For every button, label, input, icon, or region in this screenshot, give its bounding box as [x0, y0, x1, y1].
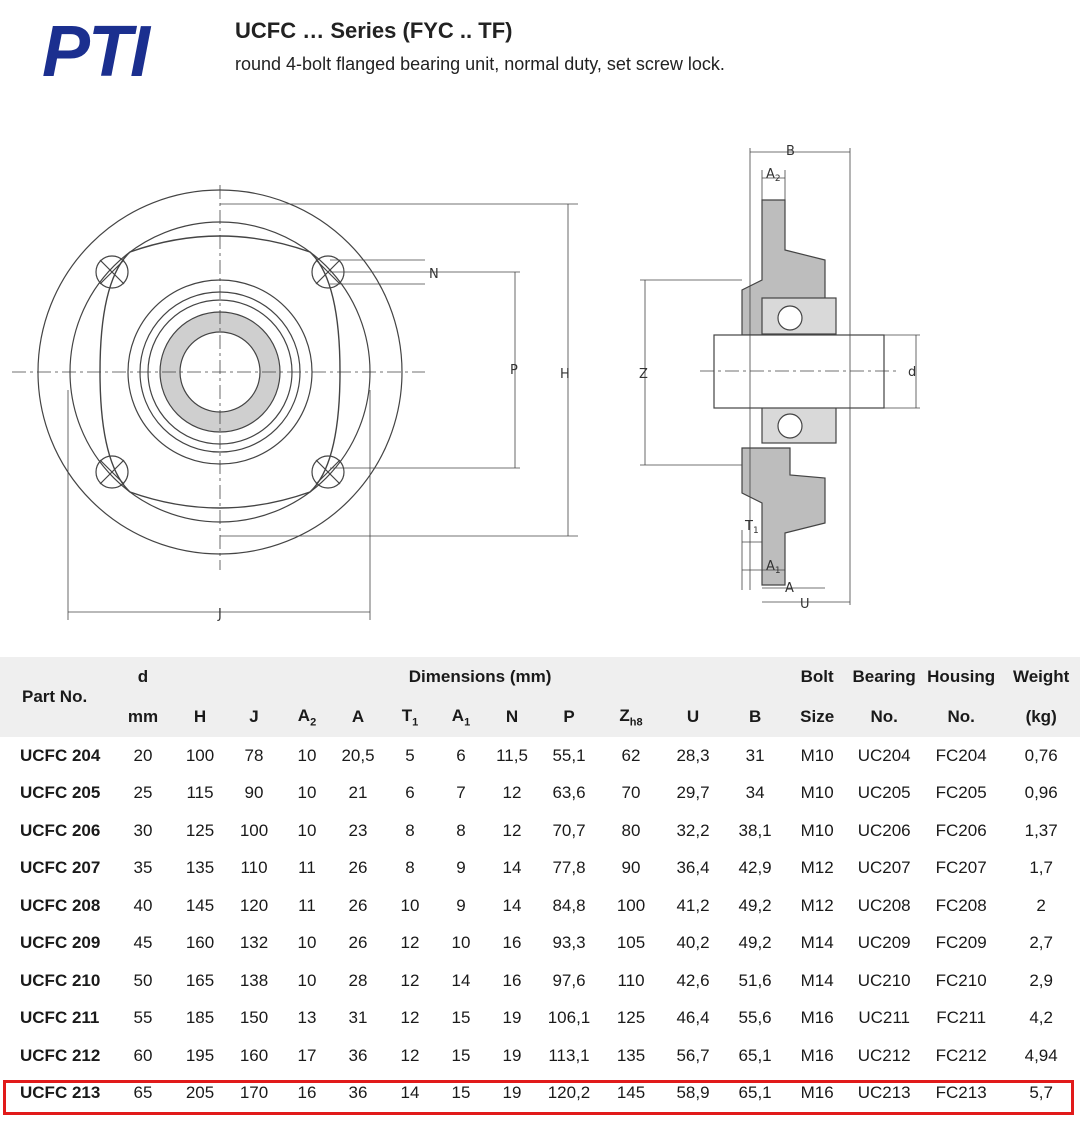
table-cell: 19	[502, 1008, 522, 1028]
table-cell: 4,2	[1029, 1008, 1053, 1028]
table-cell: 90	[244, 783, 264, 803]
table-cell: M16	[800, 1045, 834, 1065]
table-row	[0, 887, 1080, 925]
table-cell: UC208	[857, 895, 911, 915]
table-cell: FC211	[936, 1008, 987, 1028]
page-subtitle: round 4-bolt flanged bearing unit, normal duty, set screw lock.	[235, 54, 725, 74]
table-cell: 78	[244, 745, 264, 765]
table-cell: 42,6	[676, 970, 710, 990]
page-title: UCFC … Series (FYC .. TF)	[235, 18, 513, 43]
table-cell: 55	[133, 1008, 153, 1028]
table-cell: 4,94	[1024, 1045, 1058, 1065]
spec-table	[0, 657, 1080, 1112]
table-cell: 8	[405, 858, 415, 878]
table-cell: 12	[400, 933, 420, 953]
table-cell: 0,76	[1024, 745, 1058, 765]
table-cell: 14	[451, 970, 471, 990]
col-a2: $A_2$	[282, 697, 332, 737]
table-cell: 36	[348, 1083, 368, 1103]
part-number-cell: UCFC 204	[20, 745, 101, 765]
table-cell: UC209	[857, 933, 911, 953]
label-b: B	[786, 144, 795, 159]
table-cell: 97,6	[552, 970, 586, 990]
table-cell: 11,5	[496, 745, 528, 765]
col-mm: mm	[112, 697, 174, 737]
table-cell: 0,96	[1024, 783, 1058, 803]
table-cell: 56,7	[676, 1045, 710, 1065]
table-cell: 125	[616, 1008, 646, 1028]
table-cell: 110	[240, 858, 268, 878]
table-cell: M16	[800, 1008, 834, 1028]
table-cell: 10	[451, 933, 471, 953]
table-cell: 36	[348, 1045, 368, 1065]
label-d: d	[908, 365, 917, 380]
table-cell: 31	[348, 1008, 368, 1028]
table-cell: 41,2	[676, 895, 710, 915]
table-cell: 185	[185, 1008, 215, 1028]
table-row	[0, 775, 1080, 813]
table-cell: 36,4	[676, 858, 710, 878]
table-cell: 80	[621, 820, 641, 840]
table-cell: 6	[405, 783, 415, 803]
label-n: N	[429, 267, 439, 282]
part-number-cell: UCFC 212	[20, 1045, 101, 1065]
table-cell: 120	[239, 895, 269, 915]
table-cell: 49,2	[738, 933, 772, 953]
col-bearing-no: No.	[848, 697, 920, 737]
table-cell: M12	[800, 895, 834, 915]
table-cell: 8	[405, 820, 415, 840]
table-cell: 145	[185, 895, 215, 915]
col-u: U	[662, 697, 724, 737]
table-cell: 50	[133, 970, 153, 990]
col-j: J	[226, 697, 282, 737]
part-number-cell: UCFC 211	[20, 1008, 100, 1028]
table-cell: 19	[502, 1045, 522, 1065]
table-cell: 62	[621, 745, 641, 765]
table-cell: FC206	[935, 820, 987, 840]
table-cell: 65,1	[738, 1083, 772, 1103]
table-cell: M14	[800, 970, 834, 990]
table-cell: 9	[456, 858, 466, 878]
table-cell: M10	[800, 820, 834, 840]
table-cell: 15	[451, 1045, 471, 1065]
col-t1: $T_1$	[384, 697, 436, 737]
table-cell: 2,7	[1029, 933, 1053, 953]
table-body	[0, 737, 1080, 1112]
pti-logo	[40, 14, 195, 84]
table-cell: 31	[745, 745, 765, 765]
table-cell: 60	[133, 1045, 153, 1065]
label-a1: $A_1$	[766, 559, 781, 576]
col-z: $Z_{h8}$	[600, 697, 662, 737]
label-j: J	[218, 607, 222, 622]
col-size: Size	[786, 697, 848, 737]
part-number-cell: UCFC 206	[20, 820, 101, 840]
table-cell: UC205	[857, 783, 911, 803]
part-number-cell: UCFC 210	[20, 970, 101, 990]
table-header	[0, 657, 1080, 737]
table-row	[0, 962, 1080, 1000]
table-cell: 65	[133, 1083, 153, 1103]
table-cell: FC213	[935, 1083, 987, 1103]
table-cell: 28,3	[676, 745, 710, 765]
technical-drawing	[0, 130, 1080, 630]
table-cell: 40	[133, 895, 153, 915]
label-a: A	[785, 581, 794, 596]
table-cell: 65,1	[738, 1045, 772, 1065]
table-row	[0, 850, 1080, 888]
table-cell: 110	[617, 970, 645, 990]
table-cell: 8	[456, 820, 466, 840]
table-cell: 10	[297, 745, 317, 765]
table-cell: 165	[185, 970, 215, 990]
table-cell: M10	[800, 745, 834, 765]
table-cell: 170	[239, 1083, 269, 1103]
table-cell: 100	[239, 820, 269, 840]
table-cell: UC213	[857, 1083, 911, 1103]
part-number-cell: UCFC 209	[20, 933, 101, 953]
table-cell: 16	[502, 933, 522, 953]
table-cell: 26	[348, 858, 368, 878]
table-cell: 120,2	[547, 1083, 591, 1103]
table-cell: 10	[297, 933, 317, 953]
table-cell: FC208	[935, 895, 987, 915]
table-cell: 195	[185, 1045, 215, 1065]
table-cell: 26	[348, 895, 368, 915]
table-cell: 45	[133, 933, 153, 953]
table-cell: M16	[800, 1083, 834, 1103]
table-cell: 14	[502, 895, 522, 915]
table-cell: UC207	[857, 858, 911, 878]
table-cell: 35	[133, 858, 153, 878]
table-cell: 32,2	[676, 820, 710, 840]
table-cell: M12	[800, 858, 834, 878]
part-number-cell: UCFC 213	[20, 1083, 101, 1103]
table-cell: 77,8	[552, 858, 586, 878]
label-t1: $T_1$	[745, 519, 759, 536]
table-cell: 16	[502, 970, 522, 990]
table-cell: 28	[348, 970, 368, 990]
col-kg: (kg)	[1002, 697, 1080, 737]
table-cell: 15	[451, 1083, 471, 1103]
table-cell: 9	[456, 895, 466, 915]
table-row	[0, 1000, 1080, 1038]
table-cell: FC212	[935, 1045, 987, 1065]
part-number-cell: UCFC 205	[20, 783, 101, 803]
table-cell: 135	[616, 1045, 646, 1065]
table-cell: 150	[239, 1008, 269, 1028]
table-cell: 70,7	[552, 820, 586, 840]
table-cell: 10	[297, 783, 317, 803]
table-cell: 10	[400, 895, 420, 915]
table-cell: 58,9	[676, 1083, 710, 1103]
table-cell: 51,6	[738, 970, 772, 990]
front-view	[12, 185, 578, 620]
table-cell: 12	[400, 1008, 420, 1028]
table-cell: 5	[405, 745, 415, 765]
table-cell: 93,3	[552, 933, 586, 953]
table-cell: FC207	[935, 858, 987, 878]
table-cell: 63,6	[552, 783, 586, 803]
table-cell: 70	[621, 783, 641, 803]
table-cell: 145	[616, 1083, 646, 1103]
table-cell: 2,9	[1029, 970, 1053, 990]
logo-text: PTI	[42, 14, 149, 84]
table-cell: 6	[456, 745, 466, 765]
table-cell: UC206	[857, 820, 911, 840]
table-cell: 84,8	[552, 895, 586, 915]
col-n: N	[486, 697, 538, 737]
col-a1: $A_1$	[436, 697, 486, 737]
col-housing-no: No.	[920, 697, 1002, 737]
col-b: B	[724, 697, 786, 737]
table-cell: 17	[297, 1045, 317, 1065]
table-cell: UC212	[857, 1045, 911, 1065]
table-cell: 49,2	[738, 895, 772, 915]
table-cell: 1,37	[1024, 820, 1058, 840]
table-cell: 90	[621, 858, 641, 878]
col-housing: Housing	[920, 657, 1002, 697]
part-number-cell: UCFC 207	[20, 858, 101, 878]
table-cell: 42,9	[738, 858, 772, 878]
table-cell: FC209	[935, 933, 987, 953]
table-cell: 160	[239, 1045, 269, 1065]
table-cell: 11	[298, 858, 316, 878]
table-cell: 160	[185, 933, 215, 953]
label-u: U	[800, 597, 810, 612]
table-cell: FC204	[935, 745, 987, 765]
table-cell: 55,1	[552, 745, 586, 765]
col-h: H	[174, 697, 226, 737]
table-cell: 12	[400, 970, 420, 990]
table-cell: 132	[239, 933, 269, 953]
table-cell: 25	[133, 783, 153, 803]
col-bearing: Bearing	[848, 657, 920, 697]
table-cell: 16	[297, 1083, 317, 1103]
table-cell: 38,1	[738, 820, 772, 840]
col-a: A	[332, 697, 384, 737]
table-cell: 138	[239, 970, 269, 990]
table-cell: M10	[800, 783, 834, 803]
table-cell: 135	[185, 858, 215, 878]
col-bolt: Bolt	[786, 657, 848, 697]
table-cell: 115	[186, 783, 214, 803]
table-cell: 10	[297, 970, 317, 990]
table-cell: 19	[502, 1083, 522, 1103]
table-cell: 100	[616, 895, 646, 915]
table-cell: 26	[348, 933, 368, 953]
table-cell: 13	[297, 1008, 317, 1028]
label-p: P	[510, 363, 518, 378]
table-cell: 12	[400, 1045, 420, 1065]
table-cell: 30	[133, 820, 153, 840]
table-cell: 20	[133, 745, 153, 765]
table-cell: 21	[348, 783, 368, 803]
table-cell: FC210	[935, 970, 987, 990]
label-z: Z	[639, 367, 648, 382]
table-cell: 14	[502, 858, 522, 878]
col-dimensions: Dimensions (mm)	[174, 657, 786, 697]
col-p: P	[538, 697, 600, 737]
table-cell: 12	[502, 783, 522, 803]
table-row	[0, 1037, 1080, 1075]
table-cell: M14	[800, 933, 834, 953]
table-cell: 46,4	[676, 1008, 710, 1028]
col-part-no: Part No.	[0, 657, 112, 737]
table-cell: 34	[745, 783, 765, 803]
table-cell: 14	[400, 1083, 420, 1103]
table-cell: 106,1	[547, 1008, 591, 1028]
col-weight: Weight	[1002, 657, 1080, 697]
table-row	[0, 812, 1080, 850]
table-cell: FC205	[935, 783, 987, 803]
table-cell: 40,2	[676, 933, 710, 953]
table-cell: 105	[616, 933, 646, 953]
table-cell: 29,7	[676, 783, 710, 803]
table-cell: 125	[185, 820, 215, 840]
table-row	[0, 925, 1080, 963]
side-view	[640, 148, 920, 605]
table-cell: UC210	[857, 970, 911, 990]
part-number-cell: UCFC 208	[20, 895, 101, 915]
table-cell: UC204	[857, 745, 911, 765]
table-cell: 2	[1036, 895, 1046, 915]
table-cell: 55,6	[738, 1008, 772, 1028]
table-cell: 1,7	[1029, 858, 1053, 878]
table-cell: 12	[502, 820, 522, 840]
table-cell: 5,7	[1029, 1083, 1053, 1103]
table-cell: 205	[185, 1083, 215, 1103]
label-h: H	[560, 367, 570, 382]
table-row	[0, 737, 1080, 775]
table-cell: 15	[451, 1008, 471, 1028]
table-cell: 20,5	[341, 745, 375, 765]
table-cell: 10	[297, 820, 317, 840]
col-d: d	[112, 657, 174, 697]
table-cell: 11	[298, 895, 316, 915]
table-cell: 100	[185, 745, 215, 765]
table-cell: 23	[348, 820, 368, 840]
table-cell: UC211	[858, 1008, 910, 1028]
label-a2: $A_2$	[766, 167, 781, 184]
table-cell: 113,1	[548, 1045, 590, 1065]
table-row	[0, 1075, 1080, 1113]
table-cell: 7	[456, 783, 466, 803]
